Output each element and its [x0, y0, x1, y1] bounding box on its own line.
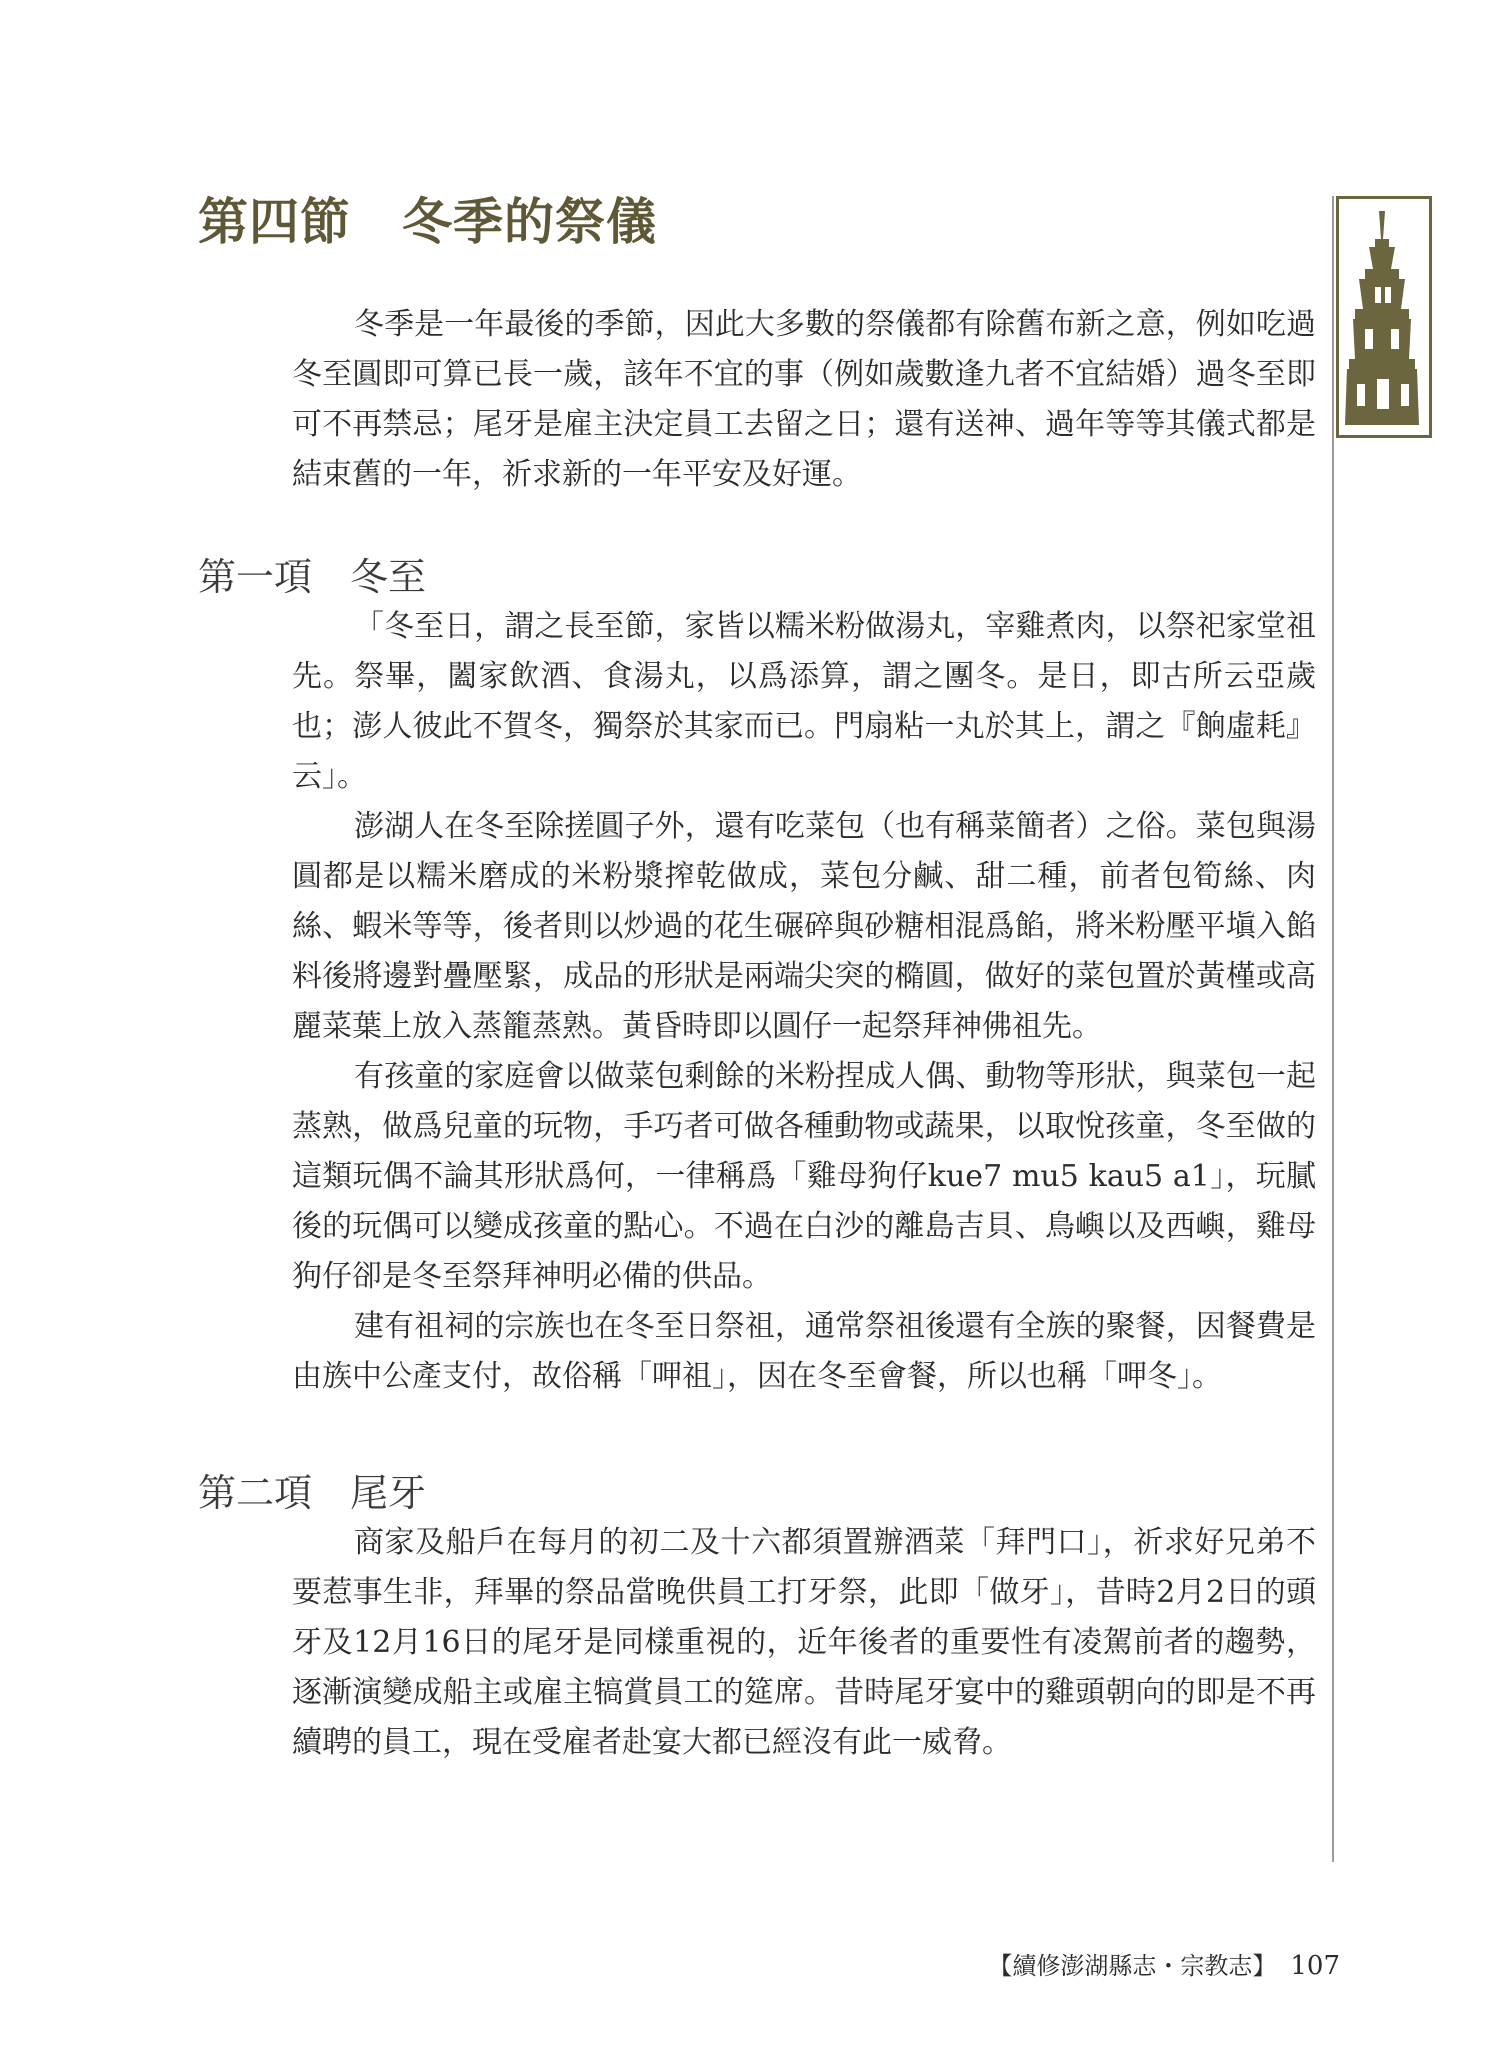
- item-body-winter-solstice: [292, 602, 1316, 1402]
- paragraph: 建有祖祠的宗族也在冬至日祭祖，通常祭祖後還有全族的聚餐，因餐費是由族中公產支付，故俗稱「呷祖」，因在冬至會餐，所以也稱「呷冬」。: [292, 1309, 1316, 1394]
- page-footer: [988, 1950, 1340, 1982]
- page-number: 107: [1290, 1951, 1340, 1981]
- section-title: 第四節 冬季的祭儀: [198, 192, 657, 251]
- paragraph: 有孩童的家庭會以做菜包剩餘的米粉捏成人偶、動物等形狀，與菜包一起蒸熟，做爲兒童的玩物，手巧者可做各種動物或蔬果，以取悅孩童，冬至做的這類玩偶不論其形狀爲何，一律稱爲「雞母狗仔kue7 mu5 kau5 a1」，玩膩後的玩偶可以變成孩童的點心。不過在白沙的離島吉貝、鳥嶼以及西嶼，雞母狗仔卻是冬至祭拜神明必備的供品。: [292, 1059, 1316, 1294]
- item-body-year-end-feast: [292, 1518, 1316, 1768]
- item-heading-year-end-feast: 第二項 尾牙: [198, 1471, 427, 1515]
- section-intro: [292, 300, 1316, 500]
- paragraph: 澎湖人在冬至除搓圓子外，還有吃菜包（也有稱菜簡者）之俗。菜包與湯圓都是以糯米磨成的米粉漿搾乾做成，菜包分鹹、甜二種，前者包筍絲、肉絲、蝦米等等，後者則以炒過的花生碾碎與砂糖相混爲餡，將米粉壓平塡入餡料後將邊對疊壓緊，成品的形狀是兩端尖突的橢圓，做好的菜包置於黃槿或高麗菜葉上放入蒸籠蒸熟。黃昏時即以圓仔一起祭拜神佛祖先。: [292, 809, 1316, 1044]
- paragraph: 「冬至日，謂之長至節，家皆以糯米粉做湯丸，宰雞煮肉，以祭祀家堂祖先。祭畢，闔家飲酒、食湯丸，以爲添算，謂之團冬。是日，即古所云亞歲也；澎人彼此不賀冬，獨祭於其家而已。門扇粘一丸於其上，謂之『餉虛耗』云」。: [292, 609, 1316, 794]
- paragraph: 商家及船戶在每月的初二及十六都須置辦酒菜「拜門口」，祈求好兄弟不要惹事生非，拜畢的祭品當晚供員工打牙祭，此即「做牙」，昔時2月2日的頭牙及12月16日的尾牙是同樣重視的，近年後者的重要性有凌駕前者的趨勢，逐漸演變成船主或雇主犒賞員工的筵席。昔時尾牙宴中的雞頭朝向的即是不再續聘的員工，現在受雇者赴宴大都已經沒有此一威脅。: [292, 1525, 1316, 1760]
- pagoda-emblem-icon: [1336, 196, 1432, 438]
- book-title: 【續修澎湖縣志・宗教志】: [988, 1952, 1277, 1980]
- item-heading-winter-solstice: 第一項 冬至: [198, 555, 427, 599]
- intro-paragraph: 冬季是一年最後的季節，因此大多數的祭儀都有除舊布新之意，例如吃過冬至圓即可算已長一歲，該年不宜的事（例如歲數逢九者不宜結婚）過冬至即可不再禁忌；尾牙是雇主決定員工去留之日；還有送神、過年等等其儀式都是結束舊的一年，祈求新的一年平安及好運。: [292, 307, 1316, 492]
- margin-rule: [1332, 196, 1334, 1862]
